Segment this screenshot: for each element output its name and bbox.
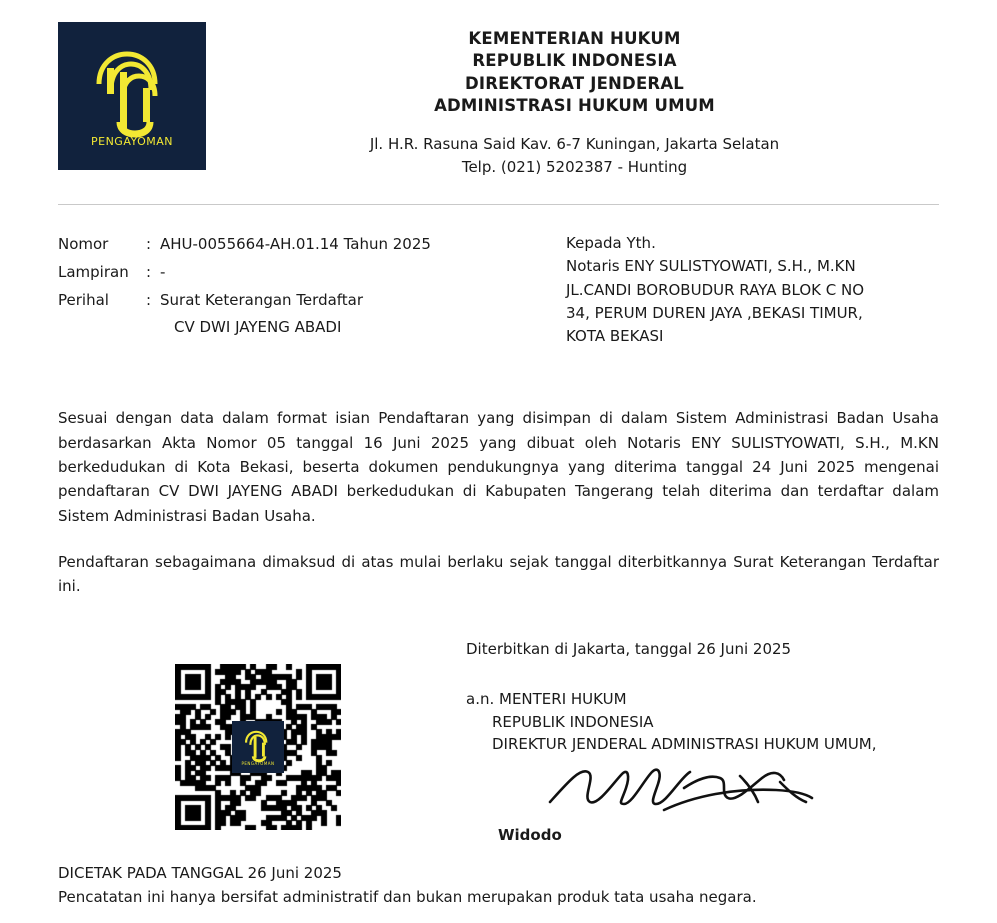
body-paragraph-2: Pendaftaran sebagaimana dimaksud di atas mulai berlaku sejak tanggal diterbitkannya Surat Keterangan Terdaftar ini. [58, 552, 939, 596]
header-text-block [206, 22, 939, 178]
ministry-line-2: REPUBLIK INDONESIA [472, 51, 677, 71]
pengayoman-logo-caption: PENGAYOMAN [90, 135, 174, 148]
qr-center-logo-caption: PENGAYOMAN [241, 761, 275, 767]
header-address: Jl. H.R. Rasuna Said Kav. 6-7 Kuningan, Jakarta Selatan [369, 135, 780, 154]
signature-text-block [458, 640, 939, 844]
ministry-line-4: ADMINISTRASI HUKUM UMUM [434, 95, 715, 115]
meta-colon-perihal: : [146, 290, 152, 309]
on-behalf-line-3: DIREKTUR JENDERAL ADMINISTRASI HUKUM UMUM, [492, 735, 877, 754]
signer-name: Widodo [498, 825, 562, 844]
handwritten-signature [544, 758, 939, 824]
recipient-heading: Kepada Yth. [566, 234, 656, 253]
qr-code [175, 664, 341, 830]
pengayoman-logo-graphic [77, 38, 187, 154]
qr-center-logo-graphic [238, 726, 278, 768]
header-divider [58, 204, 939, 205]
meta-colon-lampiran: : [146, 262, 152, 281]
recipient-line-2: JL.CANDI BOROBUDUR RAYA BLOK C NO [566, 280, 865, 299]
meta-colon-nomor: : [146, 235, 152, 254]
meta-row-nomor [58, 231, 528, 259]
meta-row-lampiran [58, 259, 528, 287]
on-behalf-line-1: a.n. MENTERI HUKUM [466, 690, 627, 709]
printed-date: DICETAK PADA TANGGAL 26 Juni 2025 [58, 864, 342, 882]
recipient-line-4: KOTA BEKASI [566, 327, 664, 346]
meta-label-perihal: Perihal [58, 290, 109, 309]
document-footer [58, 861, 939, 909]
meta-value-perihal-line1: Surat Keterangan Terdaftar [160, 290, 364, 309]
header-address-block [210, 133, 939, 178]
body-paragraph-1: Sesuai dengan data dalam format isian Pendaftaran yang disimpan di dalam Sistem Administrasi Badan Usaha berdasarkan Akta Nomor 05 tanggal 16 Juni 2025 yang dibuat oleh Notaris ENY SULISTYOWATI, S.H., M.KN berkedudukan di Kota Bekasi, beserta dokumen pendukungnya yang diterima tanggal 24 Juni 2025 mengenai pendaftaran CV DWI JAYENG ABADI berkedudukan di Kabupaten Tangerang telah diterima dan terdaftar dalam Sistem Administrasi Badan Usaha. [58, 409, 939, 525]
header-phone: Telp. (021) 5202387 - Hunting [461, 157, 688, 176]
document-header [58, 10, 939, 178]
signature-area [58, 640, 939, 844]
ministry-line-1: KEMENTERIAN HUKUM [468, 29, 681, 48]
meta-value-nomor: AHU-0055664-AH.01.14 Tahun 2025 [160, 235, 431, 254]
meta-value-perihal [160, 287, 528, 343]
pengayoman-logo [58, 22, 206, 170]
ministry-line-3: DIREKTORAT JENDERAL [464, 73, 685, 93]
on-behalf-line-2: REPUBLIK INDONESIA [492, 712, 654, 731]
on-behalf-block [466, 688, 939, 756]
meta-label-lampiran: Lampiran [58, 262, 129, 281]
meta-label-nomor: Nomor [58, 235, 109, 254]
footer-disclaimer: Pencatatan ini hanya bersifat administratif dan bukan merupakan produk tata usaha negara. [58, 888, 757, 906]
qr-center-logo [232, 721, 284, 773]
letter-meta [58, 231, 939, 348]
recipient-line-3: 34, PERUM DUREN JAYA ,BEKASI TIMUR, [566, 303, 863, 322]
letter-meta-left [58, 231, 528, 348]
qr-code-wrapper [58, 640, 458, 830]
meta-value-perihal-line2: CV DWI JAYENG ABADI [174, 318, 342, 337]
meta-row-perihal [58, 287, 528, 343]
recipient-line-1: Notaris ENY SULISTYOWATI, S.H., M.KN [566, 257, 856, 276]
issued-line: Diterbitkan di Jakarta, tanggal 26 Juni 2025 [466, 640, 792, 659]
recipient-block [528, 231, 939, 348]
letter-body [58, 406, 939, 598]
meta-value-lampiran: - [160, 262, 166, 281]
